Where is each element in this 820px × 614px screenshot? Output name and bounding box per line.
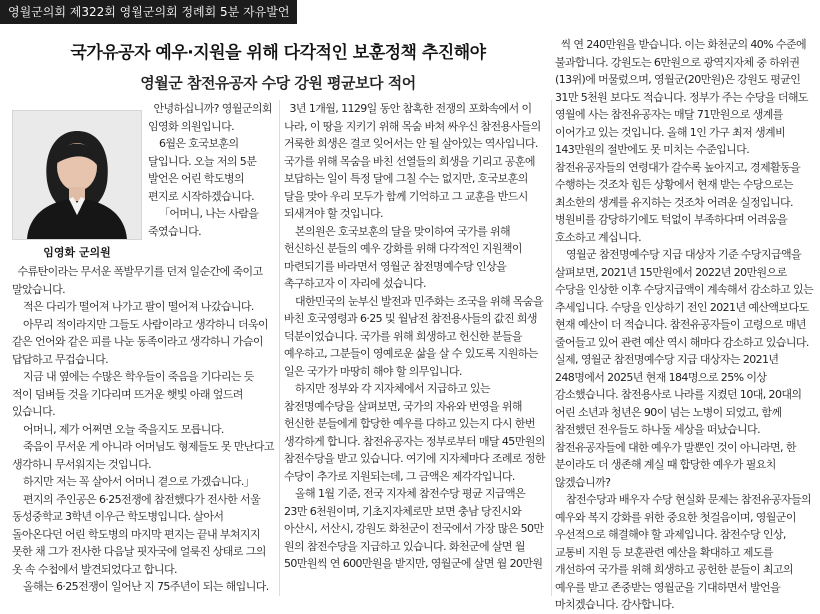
column-3 <box>555 36 814 611</box>
paragraph: 지금 내 옆에는 수많은 학우들이 죽음을 기다리는 듯 적이 덤벼들 것을 기다리며 뜨거운 햇빛 아래 엎드려 있습니다. <box>12 370 254 418</box>
paragraph: 적은 다리가 떨어져 나가고 팔이 떨어져 나갔습니다. <box>23 300 254 313</box>
paragraph: 편지의 주인공은 6·25전쟁에 참전했다가 전사한 서울 동성중학교 3학년 이우근 학도병입니다. 살아서 돌아온다던 어린 학도병의 마지막 편지는 끝내 부쳐지지 못한 채 그가 전사한 다음날 핏자국에 얼룩진 상태로 그의 옷 속 수첩에서 발견되었다고 합니다. <box>12 492 266 576</box>
paragraph: 하지만 정부와 각 지자체에서 지급하고 있는 참전명예수당을 살펴보면, 국가의 자유와 번영을 위해 헌신한 분들에게 합당한 예우를 다하고 있는지 다시 한번 생각하게 합니다. 참전유공자는 정부로부터 매달 45만원의 참전수당을 받고 있습니다. 여기에 지자체마다 조례로 정한 수당이 추가로 지원되는데, 그 금액은 제각각입니다. <box>284 382 545 483</box>
paragraph: 안녕하십니까? 영월군의회 임영화 의원입니다. <box>148 102 272 133</box>
paragraph: 어머니, 제가 어쩌면 오늘 죽을지도 모릅니다. <box>23 422 224 436</box>
paragraph: 죽음이 무서운 게 아니라 어머님도 형제들도 못 만난다고 생각하니 무서워지는 것입니다. <box>12 440 274 471</box>
paragraph: 올해는 6·25전쟁이 일어난 지 75주년이 되는 해입니다. <box>23 580 269 593</box>
paragraph: 씩 연 240만원을 받습니다. 이는 화천군의 40% 수준에 불과합니다. 강원도는 6만원으로 광역지자체 중 하위권(13위)에 머물렀으며, 영월군(20만원)은 강원도 평균인 31만 5천원 보다도 적습니다. 정부가 주는 수당을 더해도 영월에 사는 참전유공자는 매달 71만원으로 생계를 이어가고 있는 것입니다. 올해 1인 가구 최저 생계비 143만원의 절반에도 못 미치는 수준입니다. 참전유공자들의 연령대가 갈수록 높아지고, 경제활동을 수행하는 것조차 힘든 상황에서 현재 받는 수당으로는 최소한의 생계를 유지하는 것조차 어려운 실정입니다. 병원비를 감당하기에도 턱없이 부족하다며 어려움을 호소하고 계십니다. <box>555 38 808 244</box>
headline: 국가유공자 예우·지원을 위해 다각적인 보훈정책 추진해야 <box>70 43 486 63</box>
paragraph: 참전수당과 배우자 수당 현실화 문제는 참전유공자들의 예우와 복지 강화를 위한 중요한 첫걸음이며, 영월군이 우선적으로 해결해야 할 과제입니다. 참전수당 인상, 교통비 지원 등 보훈관련 예산을 확대하고 제도를 개선하여 국가를 위해 희생하고 공헌한 분들이 최고의 예우를 받고 존중받는 영월군을 기대하면서 발언을 마치겠습니다. 감사합니다. <box>555 493 812 611</box>
subheadline: 영월군 참전유공자 수당 강원 평균보다 적어 <box>140 74 416 92</box>
paragraph: 6월은 호국보훈의 달입니다. 오늘 저의 5분 발언은 어린 학도병의 편지로 시작하겠습니다. <box>148 137 257 203</box>
paragraph: 수류탄이라는 무서운 폭발무기를 던져 일순간에 죽이고 말았습니다. <box>12 265 263 296</box>
paragraph: 하지만 저는 꼭 살아서 어머니 곁으로 가겠습니다.」 <box>23 475 255 488</box>
column-divider <box>279 100 280 596</box>
paragraph: 「어머니, 나는 사람을 죽였습니다. <box>148 207 259 238</box>
paragraph: 본의원은 호국보훈의 달을 맞이하여 국가를 위해 헌신하신 분들의 예우 강화를 위해 다각적인 지원책이 마련되기를 바라면서 영월군 참전명예수당 인상을 촉구하고자 이 자리에 섰습니다. <box>284 224 522 290</box>
paragraph: 대한민국의 눈부신 발전과 민주화는 조국을 위해 목숨을 바친 호국영령과 6·25 및 월남전 참전용사들의 값진 희생 덕분이었습니다. 국가를 위해 희생하고 헌신한 분들을 예우하고, 그분들이 영예로운 삶을 살 수 있도록 지원하는 일은 국가가 마땅히 해야 할 의무입니다. <box>284 294 543 378</box>
paragraph: 아무리 적이라지만 그들도 사람이라고 생각하니 더욱이 같은 언어와 같은 피를 나눈 동족이라고 생각하니 가슴이 답답하고 무겁습니다. <box>12 317 269 366</box>
portrait-illustration <box>13 111 141 239</box>
paragraph: 올해 1월 기준, 전국 지자체 참전수당 평균 지급액은 23만 6천원이며, 기초지자체로만 보면 충남 당진시와 아산시, 서산시, 강원도 화천군이 전국에서 가장 많은 50만 원의 참전수당을 지급하고 있습니다. 화천군에 살면 월 50만원씩 연 600만원을 받지만, 영월군에 살면 월 20만원 <box>284 487 544 570</box>
paragraph: 3년 1개월, 1129일 동안 참혹한 전쟁의 포화속에서 이 나라, 이 땅을 지키기 위해 목숨 바쳐 싸우신 참전용사들의 거룩한 희생은 결코 잊어서는 안 될 살아있는 역사입니다. 국가를 위해 목숨을 바친 선열들의 희생을 기리고 공훈에 보답하는 일이 특정 달에 그칠 수는 없지만, 호국보훈의 달을 맞아 우리 모두가 함께 기억하고 그 교훈을 반드시 되새겨야 할 것입니다. <box>284 102 541 220</box>
column-divider <box>551 100 552 596</box>
column-2 <box>284 100 548 598</box>
column-1-bottom <box>12 263 276 598</box>
column-1-top <box>148 100 274 258</box>
paragraph: 영월군 참전명예수당 지급 대상자 기준 수당지급액을 살펴보면, 2021년 15만원에서 2022년 20만원으로 수당을 인상한 이후 수당지급액이 계속해서 감소하고 있는 추세입니다. 수당을 인상하기 전인 2021년 예산액보다도 현재 예산이 더 적습니다. 참전유공자들이 고령으로 매년 줄어들고 있어 관련 예산 역시 해마다 감소하고 있습니다. 실제, 영월군 참전명예수당 지급 대상자는 2021년 248명에서 2025년 현재 184명으로 25% 이상 감소했습니다. 참전용사로 나라를 지켰던 10대, 20대의 어린 소년과 청년은 90이 넘는 노병이 되었고, 함께 참전했던 전우들도 하나둘 세상을 떠났습니다. 참전유공자들에 대한 예우가 말뿐인 것이 아니라면, 한 분이라도 더 생존해 계실 때 합당한 예우가 필요치 않겠습니까? <box>555 248 814 489</box>
photo-caption: 임영화 군의원 <box>43 246 111 259</box>
section-tag: 영월군의회 제322회 영월군의회 정례회 5분 자유발언 <box>0 0 297 24</box>
portrait-photo <box>12 110 142 240</box>
